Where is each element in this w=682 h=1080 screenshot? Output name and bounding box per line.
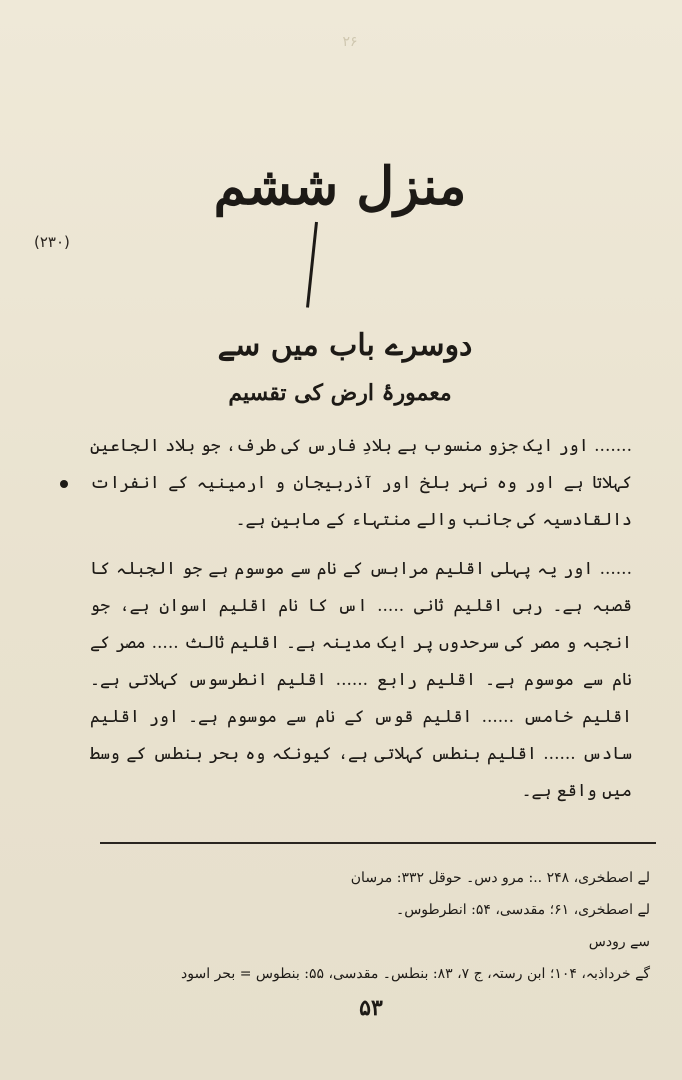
footnote: لے اصطخری، ۶۱؛ مقدسی، ۵۴: انطرطوس۔ bbox=[395, 902, 650, 918]
footnotes bbox=[110, 862, 650, 990]
section-heading: معمورۂ ارض کی تقسیم bbox=[228, 380, 452, 406]
footnote: لے اصطخری، ۲۴۸ ..: مرو دس۔ حوقل ۳۳۲: مرسان bbox=[350, 870, 650, 886]
footnote: سے رودس bbox=[588, 934, 650, 950]
footnote-divider bbox=[100, 842, 656, 844]
title-flourish bbox=[306, 222, 318, 308]
margin-dot bbox=[60, 480, 68, 488]
page-number: ۵۳ bbox=[359, 995, 383, 1021]
footnote: گے خرداذبہ، ۱۰۴؛ ابن رستہ، ج ۷، ۸۳: بنطس۔ مقدسی، ۵۵: بنطوس = بحر اسود bbox=[181, 966, 650, 982]
paragraph: ....... اور ایک جزو منسوب ہے بلادِ فارس کی طرف، جو بلاد الجاعین کہلاتا ہے اور وہ نہر بلخ اور آذربیجان و ارمینیہ کے انفرات دالقادسیہ کی جانب والے منتہاء کے مابین ہے۔ bbox=[90, 436, 632, 530]
body-text bbox=[90, 428, 632, 822]
ghost-page-number: ۲۶ bbox=[342, 34, 358, 50]
margin-reference: (۲۳۰) bbox=[34, 233, 70, 251]
chapter-subtitle: دوسرے باب میں سے bbox=[217, 328, 473, 363]
chapter-title: منزل ششم bbox=[213, 156, 467, 217]
paragraph: ...... اور یہ پہلی اقلیم مرابس کے نام سے موسوم ہے جو الجبلہ کا قصبہ ہے۔ رہی اقلیم ثانی ..... اس کا نام اقلیم اسوان ہے، جو انجبہ و مصر کی سرحدوں پر ایک مدینہ ہے۔ اقلیم ثالث ..... مصر کے نام سے موسوم ہے۔ اقلیم رابع ...... اقلیم انطرسوس کہلاتی ہے۔ اقلیم خامس ...... اقلیم قوس کے نام سے موسوم ہے۔ اور اقلیم سادس ...... اقلیم بنطس کہلاتی ہے، کیونکہ وہ بحر بنطس کے وسط میں واقع ہے۔ bbox=[90, 559, 632, 801]
